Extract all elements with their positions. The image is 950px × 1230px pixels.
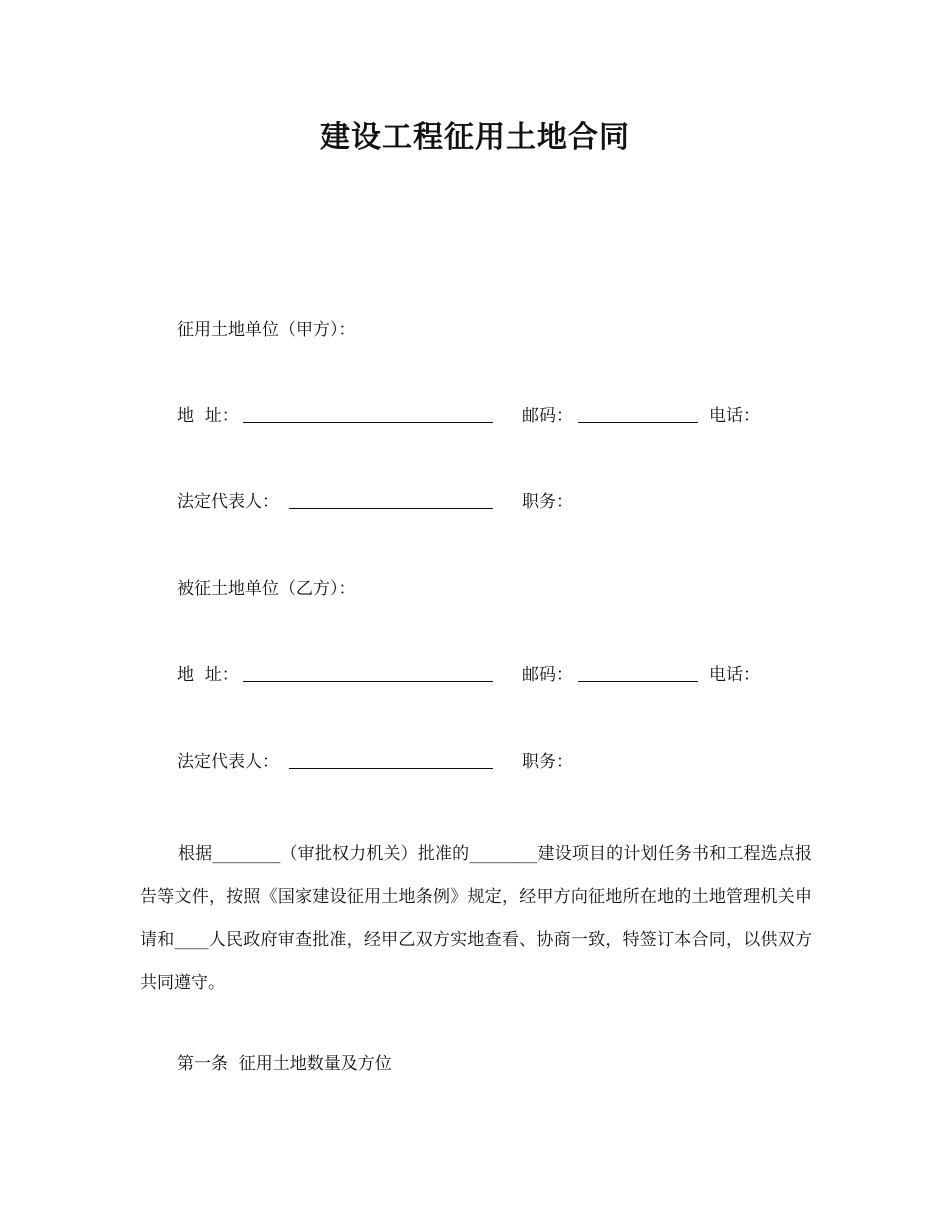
party-b-rep-blank: [289, 750, 493, 769]
party-a-zip-blank: [578, 404, 698, 423]
preamble-text: 根据________（审批权力机关）批准的________建设项目的计划任务书和工程选点报告等文件，按照《国家建设征用土地条例》规定，经甲方向征地所在地的土地管理机关申请和____人民政府审查批准，经甲乙双方实地查看、协商一致，特签订本合同，以供双方共同遵守。: [140, 844, 812, 993]
party-a-rep-blank: [289, 490, 493, 509]
party-b-position-label: 职务：: [522, 752, 573, 772]
party-a-phone-label: 电话：: [709, 406, 760, 426]
party-b-rep-label: 法定代表人：: [177, 752, 279, 772]
party-b-heading: 被征土地单位（乙方）：: [177, 579, 356, 599]
party-a-address-label: 地 址：: [177, 406, 239, 426]
party-b-zip-blank: [578, 663, 698, 682]
preamble-paragraph: [140, 833, 812, 1005]
party-a-rep-label: 法定代表人：: [177, 492, 279, 512]
party-b-address-blank: [243, 663, 493, 682]
party-a-address-blank: [243, 404, 493, 423]
party-b-address-label: 地 址：: [177, 665, 239, 685]
party-a-heading: 征用土地单位（甲方）：: [177, 320, 356, 340]
party-a-zip-label: 邮码：: [522, 406, 573, 426]
document-title: 建设工程征用土地合同: [320, 120, 630, 155]
party-a-position-label: 职务：: [522, 492, 573, 512]
party-b-zip-label: 邮码：: [522, 665, 573, 685]
article-1-heading: 第一条 征用土地数量及方位: [177, 1054, 392, 1074]
party-b-phone-label: 电话：: [709, 665, 760, 685]
